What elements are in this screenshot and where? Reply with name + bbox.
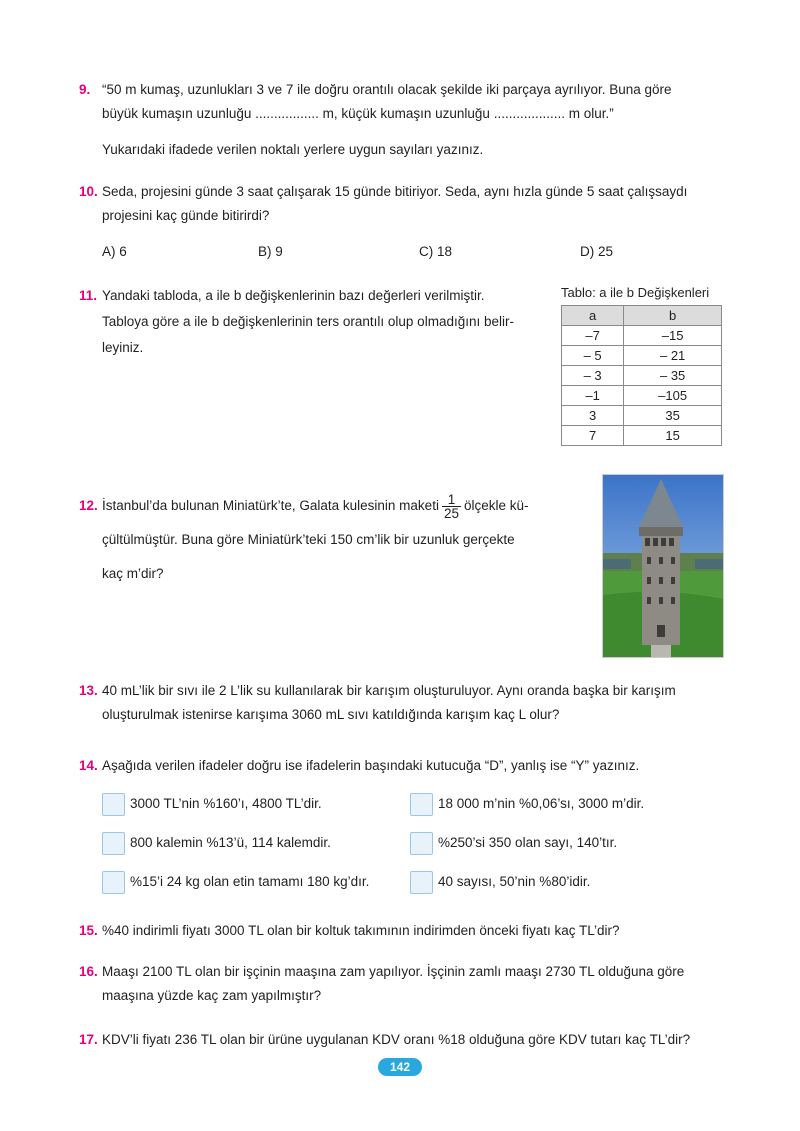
question-9 [79,78,724,162]
table-row [562,426,722,446]
question-text: büyük kumaşın uzunluğu ................. m, küçük kumaşın uzunluğu ................... m olur.” [102,106,614,121]
question-11 [79,283,534,361]
statement: 40 sayısı, 50’nin %80’idir. [438,874,591,889]
scale-fraction [442,493,461,520]
answer-box[interactable] [410,832,433,855]
question-number: 16. [79,964,98,979]
table-cell: – 35 [624,366,722,386]
statement: 800 kalemin %13’ü, 114 kalemdir. [130,835,331,850]
table-row [562,326,722,346]
question-text: Yandaki tabloda, a ile b değişkenlerinin bazı değerleri verilmiştir. [102,288,485,303]
question-text [79,489,559,523]
question-17 [79,1028,724,1052]
table-row [562,346,722,366]
question-text: Seda, projesini günde 3 saat çalışarak 15 günde bitiriyor. Seda, aynı hızla günde 5 saat çalışsaydı [102,184,688,199]
question-text: oluşturulmak istenirse karışıma 3060 mL sıvı katıldığında karışım kaç L olur? [102,707,560,722]
question-text-part: İstanbul’da bulunan Miniatürk’te, Galata kulesinin maketi [102,498,439,513]
fraction-numerator: 1 [442,493,461,507]
table-cell: –7 [562,326,624,346]
option-b[interactable]: B) 9 [258,244,283,259]
table-row [562,386,722,406]
answer-box[interactable] [102,832,125,855]
question-instruction: Yukarıdaki ifadede verilen noktalı yerlere uygun sayıları yazınız. [102,142,484,157]
question-text-part: ölçekle kü- [463,498,529,513]
galata-tower-photo [602,474,724,658]
question-text: çültülmüştür. Buna göre Miniatürk’teki 150 cm’lik bir uzunluk gerçekte [102,532,515,547]
statement: %250’si 350 olan sayı, 140’tır. [438,835,618,850]
statement: 3000 TL’nin %160’ı, 4800 TL’dir. [130,796,322,811]
option-a[interactable]: A) 6 [102,244,127,259]
table-cell: 3 [562,406,624,426]
answer-box[interactable] [410,793,433,816]
option-d[interactable]: D) 25 [580,244,614,259]
page-number: 142 [378,1058,422,1076]
question-14 [79,754,724,778]
question-number: 12. [79,498,98,513]
question-text: “50 m kumaş, uzunlukları 3 ve 7 ile doğru orantılı olacak şekilde iki parçaya ayrılıyor. Buna göre [102,82,672,97]
question-number: 11. [79,288,98,303]
table-cell: – 21 [624,346,722,366]
question-12 [79,489,559,591]
table-header: a [562,306,624,326]
table-cell: 7 [562,426,624,446]
question-text: KDV’li fiyatı 236 TL olan bir ürüne uygulanan KDV oranı %18 olduğuna göre KDV tutarı kaç TL’dir? [102,1032,691,1047]
question-text: maaşına yüzde kaç zam yapılmıştır? [102,988,322,1003]
question-16 [79,960,724,1008]
table-cell: –15 [624,326,722,346]
question-text: leyiniz. [102,340,144,355]
question-number: 15. [79,923,98,938]
question-text: Maaşı 2100 TL olan bir işçinin maaşına zam yapılıyor. İşçinin zamlı maaşı 2730 TL olduğuna göre [102,964,685,979]
question-13 [79,679,724,727]
answer-options [102,240,702,264]
table-cell: –1 [562,386,624,406]
option-c[interactable]: C) 18 [419,244,453,259]
question-10 [79,180,724,228]
question-number: 9. [79,82,91,97]
table-cell: 15 [624,426,722,446]
answer-box[interactable] [410,871,433,894]
question-text: kaç m’dir? [102,566,164,581]
statement: 18 000 m’nin %0,06’sı, 3000 m’dir. [438,796,645,811]
answer-box[interactable] [102,793,125,816]
question-15 [79,919,724,943]
table-row [562,406,722,426]
table-header: b [624,306,722,326]
question-text: Tabloya göre a ile b değişkenlerinin ters orantılı olup olmadığını belir- [102,314,514,329]
table-row [562,366,722,386]
table-cell: – 5 [562,346,624,366]
question-number: 10. [79,184,98,199]
table-cell: – 3 [562,366,624,386]
question-text: projesini kaç günde bitirirdi? [102,208,270,223]
fraction-denominator: 25 [443,505,459,521]
table-title: Tablo: a ile b Değişkenleri [561,285,710,300]
question-number: 17. [79,1032,98,1047]
question-text: %40 indirimli fiyatı 3000 TL olan bir koltuk takımının indirimden önceki fiyatı kaç TL’dir? [102,923,620,938]
values-table [561,305,722,446]
question-text: Aşağıda verilen ifadeler doğru ise ifadelerin başındaki kutucuğa “D”, yanlış ise “Y” yazınız. [102,758,640,773]
table-cell: 35 [624,406,722,426]
question-number: 14. [79,758,98,773]
question-number: 13. [79,683,98,698]
tower-illustration [603,475,723,657]
statement: %15’i 24 kg olan etin tamamı 180 kg’dır. [130,874,370,889]
answer-box[interactable] [102,871,125,894]
question-text: 40 mL’lik bir sıvı ile 2 L’lik su kullanılarak bir karışım oluşturuluyor. Aynı oranda başka bir karışım [102,683,676,698]
table-cell: –105 [624,386,722,406]
